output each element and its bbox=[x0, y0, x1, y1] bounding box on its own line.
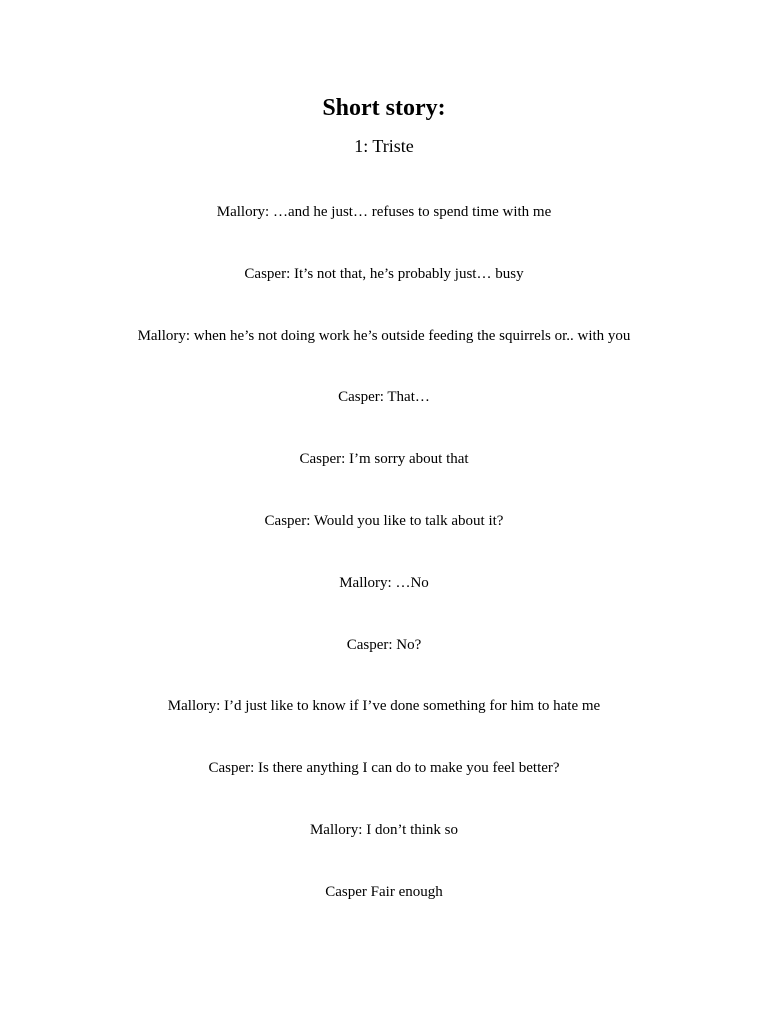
dialogue-line: Mallory: I’d just like to know if I’ve done something for him to hate me bbox=[167, 698, 601, 715]
dialogue-line: Casper: Is there anything I can do to make you feel better? bbox=[208, 760, 560, 777]
dialogue-line: Casper Fair enough bbox=[325, 883, 443, 900]
dialogue-line: Mallory: …No bbox=[339, 574, 429, 591]
dialogue-line: Mallory: when he’s not doing work he’s outside feeding the squirrels or.. with you bbox=[137, 327, 631, 344]
dialogue-line: Casper: I’m sorry about that bbox=[299, 451, 469, 468]
dialogue-list bbox=[0, 201, 768, 943]
dialogue-line: Casper: Would you like to talk about it? bbox=[264, 512, 504, 529]
dialogue-line: Casper: No? bbox=[346, 636, 422, 653]
story-title: Short story: bbox=[322, 95, 446, 121]
dialogue-line: Casper: That… bbox=[338, 389, 430, 406]
chapter-heading: 1: Triste bbox=[354, 136, 414, 156]
dialogue-line: Mallory: …and he just… refuses to spend time with me bbox=[216, 204, 552, 220]
dialogue-line: Mallory: I don’t think so bbox=[309, 821, 459, 838]
dialogue-line: Casper: It’s not that, he’s probably just… busy bbox=[244, 265, 524, 282]
